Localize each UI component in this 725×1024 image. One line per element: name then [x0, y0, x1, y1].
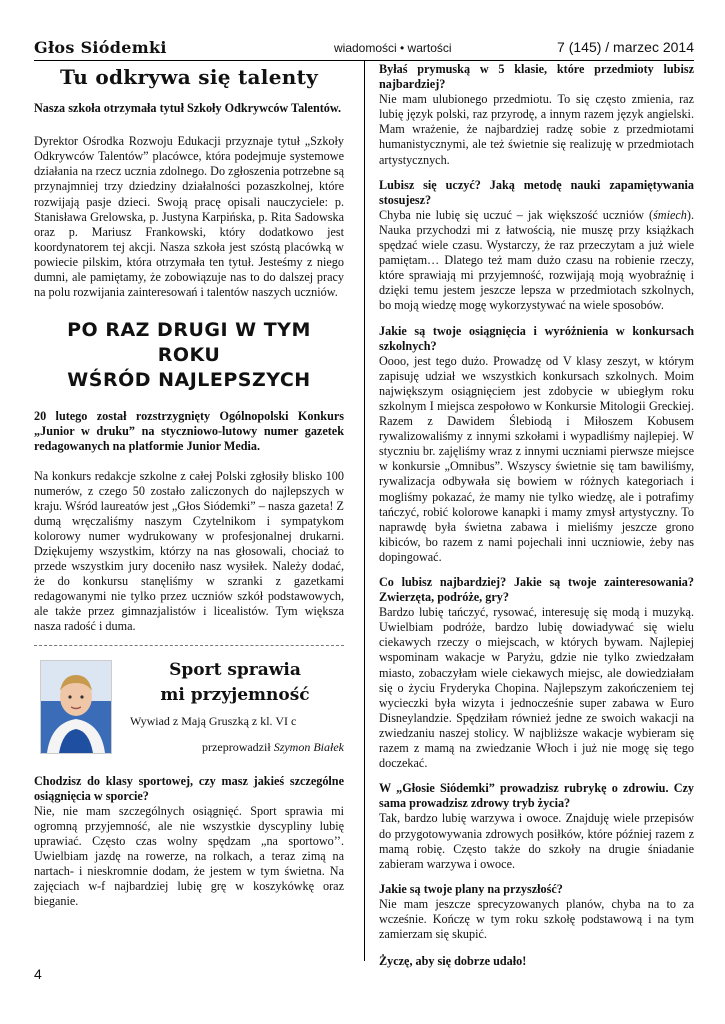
answer	[379, 208, 694, 314]
article-body: Na konkurs redakcje szkolne z całej Polski zgłosiły blisko 100 numerów, z czego 50 zostało zaliczonych do najlepszych w kraju. Wśród laureatów jest „Głos Siódemki” – nasza gazeta! Z dumą wręczaliśmy naszym Czytelnikom i sympatykom kolorowy numer wydrukowany w profesjonalnej drukarni. Dziękujemy wszystkim, którzy na nas głosowali, chociaż to przede wszystkim jury doceniło nasz wysiłek. Należy dodać, że do konkursu stanęliśmy w szranki z gazetkami redagowanymi nie tylko przez uczniów szkół podstawowych, ale także przez gimnazjalistów i licealistów. Tym większa nasza radość i duma.	[34, 468, 344, 634]
interview-title	[130, 658, 340, 708]
answer: Nie mam jeszcze sprecyzowanych planów, chyba na to za wcześnie. Kończę w tym roku szkołę podstawową i na tym zamierzam się skupić.	[379, 896, 694, 942]
column-divider	[364, 61, 365, 961]
interview-subject: Wywiad z Mają Gruszką z kl. VI c	[130, 713, 297, 728]
answer: Bardzo lubię tańczyć, rysować, interesuję się modą i muzyką. Uwielbiam podróże, bardzo lubię dowiadywać się wielu ciekawych rzeczy o miejscach, w których bywam. Najlepiej wspominam wakacje w Paryżu, gdzie nie tylko zwiedzałam miasto, zobaczyłam wiele ciekawych miejsc, ale dowiedziałam się o życiu Fryderyka Chopina. Najlepszym zakończeniem tej wycieczki była wizyta i jednocześnie super zabawa w Euro Disneylandzie. Spędziłam również jedne ze swoich wakacji na zwiedzaniu naszej stolicy. W najbliższe wakacje wybieram się razem z mamą na zwiedzanie Włoch i już nie mogę się tego doczekać.	[379, 605, 694, 771]
question: Jakie są twoje plany na przyszłość?	[379, 881, 563, 896]
answer-italic: śmiech	[653, 207, 687, 222]
dashed-separator	[34, 645, 344, 646]
article-title	[34, 318, 344, 393]
answer: Oooo, jest tego dużo. Prowadzę od V klasy zeszyt, w którym zapisuję udział we wszystkich konkursach szkolnych. Moim największym osiągnięciem jest zdobycie w ubiegłym roku szkolnym I miejsca zespołowo w Konkursie Mitologii Greckiej. Razem z Dawidem Ślebiodą i Miłoszem Kobusem rywalizowaliśmy z innymi szkołami i wypadliśmy najlepiej. W styczniu br. zajęliśmy wraz z innymi uczniami pierwsze miejsce w konkursie „Omnibus”. Wszyscy świetnie się tam bawiliśmy, rywalizacja odbywała się bowiem w różnych kategoriach i mogliśmy pokazać, że mamy nie tylko wiedzę, ale i potrafimy tańczyć, robić kolorowe kanapki i mamy zmysł artystyczny. To naprawdę była świetna zabawa i mieliśmy jeszcze grono kibiców, bo razem z nami pojechali inni uczniowie, żeby nas dopingować.	[379, 353, 694, 564]
qa-item	[34, 774, 344, 910]
article-body: Dyrektor Ośrodka Rozwoju Edukacji przyznaje tytuł „Szkoły Odkrywców Talentów” placówce, która podejmuje systemowe działania na rzecz ucznia zdolnego. Do zgłoszenia potrzebne są przynajmniej trzy dziedziny działalności pozaszkolnej, które rozwijają pasje dzieci. Swoją pracę opisali nauczyciele: p. Stanisława Grelowska, p. Justyna Karpińska, p. Rita Sadowska oraz p. Mariusz Frankowski, który dodatkowo jest koordynatorem tej akcji. Nasza szkoła jest szóstą placówką w powiecie pilskim, która otrzymała ten tytuł. Jesteśmy z niego dumni, ale pamiętamy, że zobowiązuje nas to do dalszej pracy na polu rozwijania zainteresowań i talentów naszych uczniów.	[34, 134, 344, 300]
qa-item	[379, 781, 694, 872]
question: Lubisz się uczyć? Jaką metodę nauki zapamiętywania stosujesz?	[379, 177, 694, 207]
issue-number: 7 (145) / marzec 2014	[557, 39, 694, 55]
article-contest	[34, 318, 344, 634]
left-column	[34, 64, 344, 919]
qa-item	[379, 324, 694, 566]
title-line: mi przyjemność	[160, 684, 310, 705]
article-talents	[34, 65, 344, 300]
page-header	[34, 38, 694, 60]
section-tagline: wiadomości • wartości	[334, 41, 452, 55]
right-column	[379, 62, 694, 969]
masthead-brand: Głos Siódemki	[34, 38, 167, 57]
qa-item	[379, 882, 694, 942]
title-line: PO RAZ DRUGI W TYM ROKU	[67, 319, 311, 367]
article-lead: 20 lutego został rozstrzygnięty Ogólnopolski Konkurs „Junior w druku” na styczniowo-lutowy numer gazetek redagowanych na platformie Junior Media.	[34, 409, 344, 454]
qa-item	[379, 178, 694, 314]
article-lead: Nasza szkoła otrzymała tytuł Szkoły Odkrywców Talentów.	[34, 101, 342, 116]
portrait-photo	[40, 660, 112, 754]
question: Byłaś prymuską w 5 klasie, które przedmioty lubisz najbardziej?	[379, 62, 694, 92]
answer: Nie mam ulubionego przedmiotu. To się często zmienia, raz lubię język polski, raz przyrodę, a innym razem język angielski. Mam wrażenie, że najbardziej radzę sobie z przedmiotami humanistycznymi, ale też świetnie się realizuję w przedmiotach artystycznych.	[379, 92, 694, 167]
author-label: przeprowadził	[202, 739, 271, 754]
title-line: Sport sprawia	[169, 659, 301, 680]
question: Jakie są twoje osiągnięcia i wyróżnienia w konkursach szkolnych?	[379, 323, 694, 353]
question: Chodzisz do klasy sportowej, czy masz jakieś szczególne osiągnięcia w sporcie?	[34, 773, 344, 803]
author-name: Szymon Białek	[273, 739, 344, 754]
answer: Nie, nie mam szczególnych osiągnięć. Sport sprawia mi ogromną przyjemność, ale nie wszystkie dyscypliny lubię uprawiać. Często czas wolny spędzam „na sportowo’’. Uwielbiam jazdę na rowerze, na rolkach, a teraz zimą na nartach- i nieskromnie dodam, że jestem w tym świetna. Na zajęciach w-f najbardziej lubię grę w koszykówkę oraz bieganie.	[34, 803, 344, 909]
qa-item	[379, 575, 694, 771]
answer-part: Chyba nie lubię się uczuć – jak większość uczniów (	[379, 207, 654, 222]
interview-author	[202, 740, 344, 755]
article-title: Tu odkrywa się talenty	[59, 65, 319, 89]
title-line: WŚRÓD NAJLEPSZYCH	[67, 369, 311, 392]
question: Co lubisz najbardziej? Jakie są twoje zainteresowania? Zwierzęta, podróże, gry?	[379, 575, 694, 605]
portrait-photo-icon	[41, 661, 111, 753]
page-number: 4	[34, 966, 42, 982]
interview-header	[34, 656, 344, 774]
qa-item	[379, 62, 694, 168]
answer-part: ). Nauka przychodzi mi z łatwością, nie muszę przy książkach spędzać wiele czasu. Wystarczy, że raz przeczytam a już wiele pamiętam… Dlatego też mam dużo czasu na robienie rzeczy, które sprawiają mi przyjemność, rozwijają moją wyobraźnię i dzięki temu jestem jeszcze lepsza w przedmiotach szkolnych, bo moją wiedzę mogę wykorzystywać na wiele sposobów.	[379, 207, 694, 313]
closing-line: Życzę, aby się dobrze udało!	[379, 954, 527, 969]
answer: Tak, bardzo lubię warzywa i owoce. Znajduję wiele przepisów do przygotowywania zdrowych posiłków, które później razem z mamą robię. Często także do szkoły na drugie śniadanie zabieram warzywa i owoce.	[379, 811, 694, 871]
question: W „Głosie Siódemki” prowadzisz rubrykę o zdrowiu. Czy sama prowadzisz zdrowy tryb życia?	[379, 781, 694, 811]
